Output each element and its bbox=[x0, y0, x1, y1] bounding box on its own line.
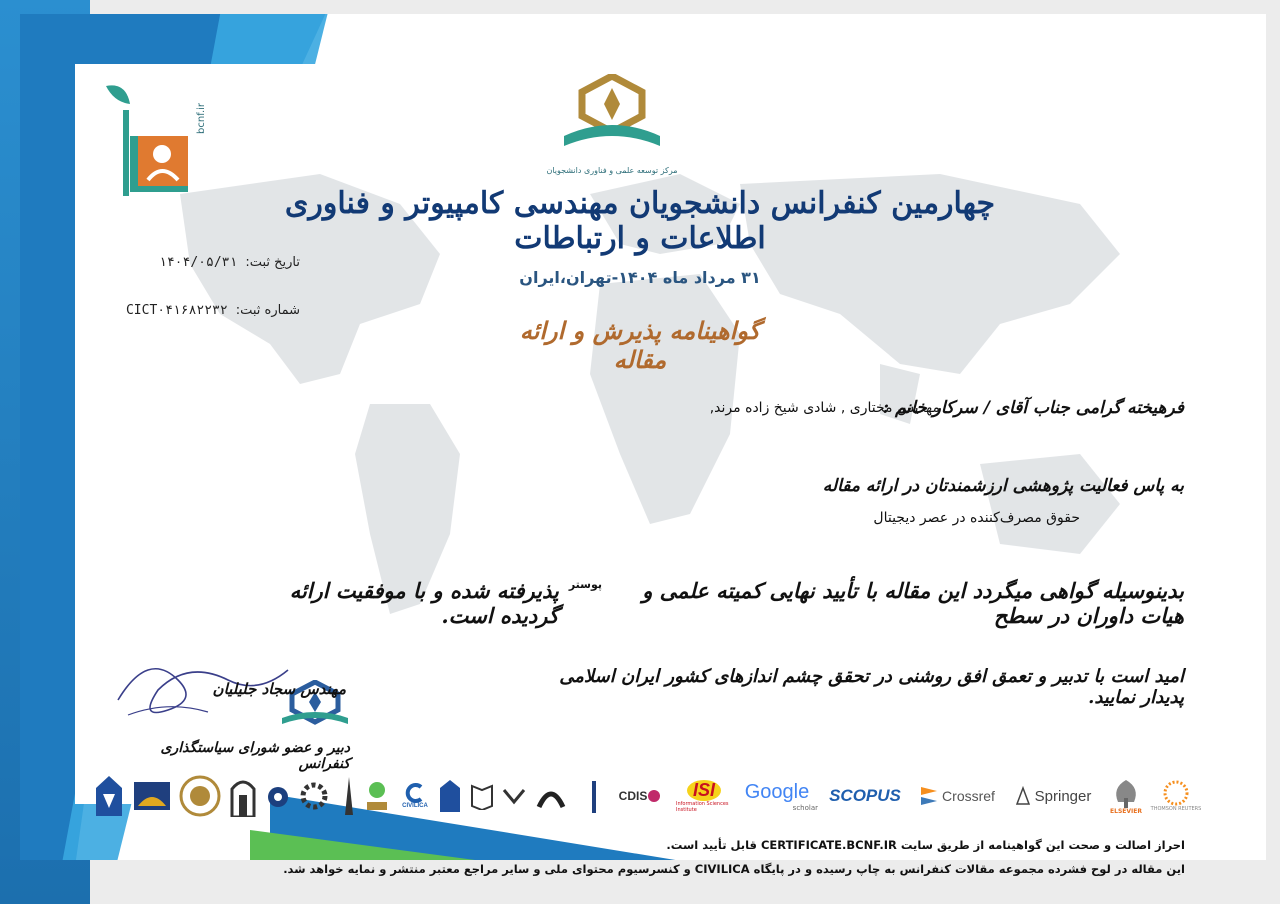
book-stack-icon bbox=[468, 770, 496, 822]
registration-number-value: CICT۰۴۱۶۸۲۲۳۲ bbox=[125, 303, 228, 318]
scopus-text: SCOPUS bbox=[829, 786, 901, 805]
book-emblem-icon bbox=[130, 770, 174, 822]
cdis-text: CDIS bbox=[618, 789, 648, 803]
seal-emblem-icon bbox=[178, 770, 222, 822]
civilica-logo bbox=[398, 770, 432, 822]
bcnf-brand-logo bbox=[86, 80, 212, 200]
calligraphy-emblem-icon bbox=[534, 770, 568, 822]
drop-emblem-icon bbox=[264, 770, 292, 822]
thomson-reuters-logo bbox=[1148, 770, 1204, 822]
footer-publication-line: این مقاله در لوح فشرده مجموعه مقالات کنفرانس به چاپ رسیده و در پایگاه CIVILICA و کنسرسیوم محتوای ملی و سایر مراجع معتبر منتشر و نمایه خواهد شد. bbox=[283, 862, 1185, 876]
registration-number-label: شماره ثبت: bbox=[235, 303, 300, 318]
springer-text: Springer bbox=[1034, 787, 1092, 805]
civilica-text: CIVILICA bbox=[402, 803, 428, 809]
recipient-names: مهدیس مختاری , شادی شیخ زاده مرند, bbox=[709, 400, 940, 416]
isi-text: ISI bbox=[687, 780, 721, 801]
footer-authenticity-line: احراز اصالت و صحت این گواهینامه از طریق سایت CERTIFICATE.BCNF.IR قابل تأیید است. bbox=[666, 838, 1185, 852]
gear-emblem-icon bbox=[298, 770, 330, 822]
registration-date-value: ۱۴۰۴/۰۵/۳۱ bbox=[159, 255, 238, 270]
registration-number bbox=[100, 303, 300, 318]
crossref-logo bbox=[912, 770, 1002, 822]
flower-emblem-icon bbox=[362, 770, 392, 822]
registration-date-label: تاریخ ثبت: bbox=[245, 255, 300, 270]
cdis-logo bbox=[612, 770, 668, 822]
google-scholar-logo bbox=[736, 770, 818, 822]
university-emblem-icon bbox=[92, 770, 126, 822]
thomson-text: THOMSON REUTERS bbox=[1150, 806, 1202, 812]
date-location: ۳۱ مرداد ماه ۱۴۰۴-تهران،ایران bbox=[519, 268, 761, 287]
statement-part1: بدینوسیله گواهی میگردد این مقاله با تأیید نهایی کمیته علمی و هیات داوران در سطح bbox=[642, 578, 1184, 628]
partner-logos-row bbox=[92, 770, 1202, 830]
bird-emblem-icon bbox=[500, 770, 528, 822]
arch-emblem-icon bbox=[228, 770, 258, 822]
google-text: Google bbox=[744, 780, 810, 803]
paper-intro: به پاس فعالیت پژوهشی ارزشمندتان در ارائه مقاله bbox=[822, 476, 1184, 496]
isi-caption: Information Sciences Institute bbox=[676, 800, 729, 813]
azad-university-icon bbox=[436, 770, 464, 822]
crossref-text: Crossref bbox=[942, 788, 995, 804]
brand-url: bcnf.ir bbox=[196, 102, 207, 134]
salutation: فرهیخته گرامی جناب آقای / سرکار خانم : bbox=[882, 398, 1184, 418]
elsevier-logo bbox=[1104, 770, 1148, 822]
conference-title: چهارمین کنفرانس دانشجویان مهندسی کامپیوتر و فناوری اطلاعات و ارتباطات bbox=[284, 186, 996, 256]
scopus-logo bbox=[824, 770, 906, 822]
statement-part2: پذیرفته شده و با موفقیت ارائه گردیده است. bbox=[289, 578, 559, 628]
google-caption: scholar bbox=[792, 803, 818, 812]
conference-logo bbox=[560, 74, 664, 174]
minaret-emblem-icon bbox=[586, 770, 602, 822]
logo-caption: مرکز توسعه علمی و فناوری دانشجویان bbox=[546, 166, 678, 175]
tower-emblem-icon bbox=[340, 770, 358, 822]
paper-title: حقوق مصرف‌کننده در عصر دیجیتال bbox=[873, 510, 1080, 526]
wish-statement: امید است با تدبیر و تعمق افق روشنی در تحقق چشم اندازهای کشور ایران اسلامی پدیدار نمایید. bbox=[559, 666, 1184, 708]
presentation-level: پوستر bbox=[568, 578, 602, 591]
registration-date bbox=[130, 255, 300, 270]
signatory-role: دبیر و عضو شورای سیاستگذاری کنفرانس bbox=[160, 740, 350, 772]
certificate-name: گواهینامه پذیرش و ارائه مقاله bbox=[519, 316, 761, 374]
isi-logo bbox=[676, 770, 732, 822]
springer-logo bbox=[1006, 770, 1100, 822]
elsevier-text: ELSEVIER bbox=[1110, 807, 1142, 815]
signatory-name: مهندس سجاد جلیلیان bbox=[212, 680, 346, 698]
acceptance-statement bbox=[254, 578, 1184, 628]
